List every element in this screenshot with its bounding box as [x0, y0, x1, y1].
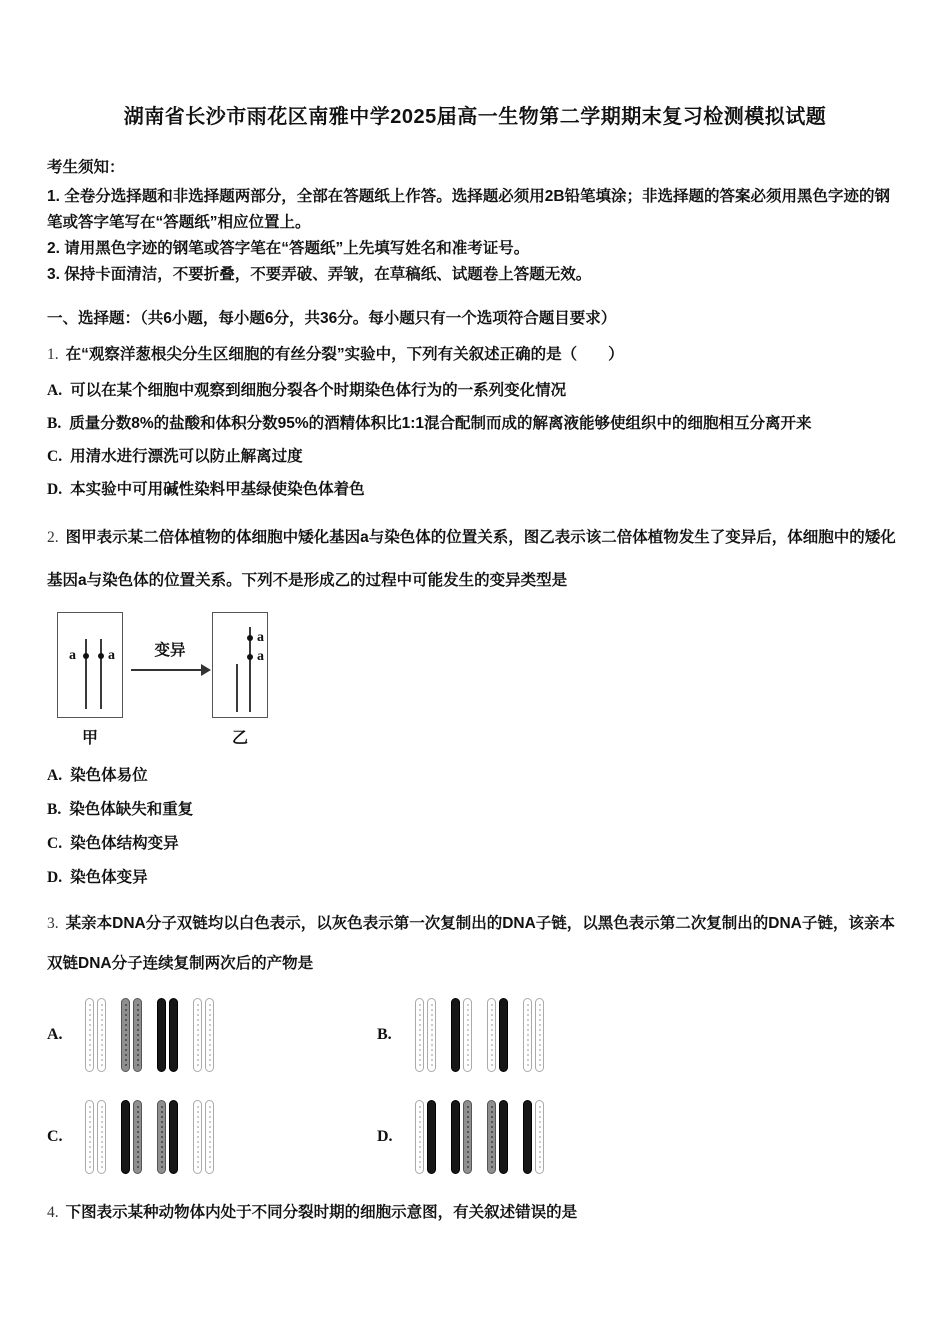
- question-2-option-a: [47, 766, 903, 786]
- option-label: D.: [47, 481, 63, 498]
- dna-strand-white: [523, 998, 532, 1072]
- dna-strand-white: [427, 998, 436, 1072]
- question-1-option-d: [47, 480, 903, 500]
- dna-strand-white: [415, 998, 424, 1072]
- question-3-text: 某亲本DNA分子双链均以白色表示，以灰色表示第一次复制出的DNA子链，以黑色表示第二次复制出的DNA子链，该亲本双链DNA分子连续复制两次后的产物是: [47, 915, 895, 972]
- notice-item-3: 3. 保持卡面清洁，不要折叠，不要弄破、弄皱，在草稿纸、试题卷上答题无效。: [47, 266, 592, 283]
- dna-strand-white: [205, 1100, 214, 1174]
- dna-strand-white: [85, 1100, 94, 1174]
- dna-molecules-b: [415, 998, 544, 1072]
- dna-strand-gray: [487, 1100, 496, 1174]
- option-text: 质量分数8%的盐酸和体积分数95%的酒精体积比1:1混合配制而成的解离液能够使组织中的细胞相互分离开来: [69, 415, 812, 432]
- option-label: D.: [47, 869, 63, 886]
- dna-strand-white: [463, 998, 472, 1072]
- chromosome-variation-figure: [47, 612, 903, 752]
- question-4: [47, 1200, 903, 1226]
- option-label: B.: [377, 1026, 392, 1043]
- dna-molecule: [157, 1100, 178, 1174]
- question-3: [47, 904, 903, 1174]
- option-label: A.: [47, 382, 63, 399]
- option-label: C.: [47, 835, 63, 852]
- dna-options-figure: [47, 998, 903, 1174]
- dna-molecule: [157, 998, 178, 1072]
- figure-box-jia: [57, 612, 123, 718]
- dna-strand-gray: [133, 998, 142, 1072]
- dna-strand-gray: [133, 1100, 142, 1174]
- question-2-option-c: [47, 834, 903, 854]
- question-4-stem: [47, 1200, 903, 1226]
- question-4-text: 下图表示某种动物体内处于不同分裂时期的细胞示意图，有关叙述错误的是: [65, 1204, 578, 1221]
- page-title: 湖南省长沙市雨花区南雅中学2025届高一生物第二学期期末复习检测模拟试题: [123, 106, 827, 128]
- dna-molecule: [85, 1100, 106, 1174]
- dna-strand-gray: [463, 1100, 472, 1174]
- figure-caption-yi: 乙: [231, 730, 248, 747]
- gene-a-dot: [247, 635, 253, 641]
- option-label: C.: [47, 448, 63, 465]
- dna-strand-gray: [157, 1100, 166, 1174]
- option-text: 染色体结构变异: [70, 835, 179, 852]
- dna-strand-black: [451, 998, 460, 1072]
- gene-a-dot: [98, 653, 104, 659]
- chromosome-line: [100, 639, 102, 709]
- notice-heading: 考生须知：: [47, 159, 125, 176]
- dna-strand-black: [523, 1100, 532, 1174]
- question-2-option-d: [47, 868, 903, 888]
- question-2-number: 2.: [47, 529, 59, 546]
- option-label: B.: [47, 801, 62, 818]
- option-text: 用清水进行漂洗可以防止解离过度: [70, 448, 303, 465]
- dna-molecule: [415, 998, 436, 1072]
- dna-strand-white: [535, 1100, 544, 1174]
- dna-strand-white: [415, 1100, 424, 1174]
- question-2-text: 图甲表示某二倍体植物的体细胞中矮化基因a与染色体的位置关系，图乙表示该二倍体植物发生了变异后，体细胞中的矮化基因a与染色体的位置关系。下列不是形成乙的过程中可能发生的变异类型是: [47, 529, 896, 589]
- question-1-option-c: [47, 447, 903, 467]
- option-label: D.: [377, 1128, 393, 1145]
- notice-item-1: 1. 全卷分选择题和非选择题两部分，全部在答题纸上作答。选择题必须用2B铅笔填涂；非选择题的答案必须用黑色字迹的钢笔或答字笔写在“答题纸”相应位置上。: [47, 188, 891, 231]
- option-label: A.: [47, 767, 63, 784]
- dna-molecule: [451, 998, 472, 1072]
- dna-strand-black: [499, 998, 508, 1072]
- dna-strand-white: [535, 998, 544, 1072]
- option-text: 可以在某个细胞中观察到细胞分裂各个时期染色体行为的一系列变化情况: [70, 382, 567, 399]
- dna-strand-white: [97, 998, 106, 1072]
- dna-strand-gray: [121, 998, 130, 1072]
- dna-strand-black: [499, 1100, 508, 1174]
- question-1-option-b: [47, 414, 903, 434]
- dna-strand-black: [121, 1100, 130, 1174]
- question-2-option-b: [47, 800, 903, 820]
- chromosome-line: [236, 664, 238, 712]
- notice-item-2: 2. 请用黑色字迹的钢笔或答字笔在“答题纸”上先填写姓名和准考证号。: [47, 240, 530, 257]
- dna-strand-black: [169, 998, 178, 1072]
- dna-option-b: [377, 998, 903, 1072]
- question-1-text: 在“观察洋葱根尖分生区细胞的有丝分裂”实验中，下列有关叙述正确的是（ ）: [65, 346, 624, 363]
- chromosome-line: [85, 639, 87, 709]
- gene-a-label: a: [69, 648, 76, 663]
- dna-strand-white: [205, 998, 214, 1072]
- option-label: A.: [47, 1026, 63, 1043]
- dna-strand-white: [85, 998, 94, 1072]
- section-1-heading: 一、选择题：（共6小题，每小题6分，共36分。每小题只有一个选项符合题目要求）: [47, 310, 617, 327]
- question-3-number: 3.: [47, 915, 59, 932]
- dna-strand-white: [97, 1100, 106, 1174]
- dna-molecules-d: [415, 1100, 544, 1174]
- question-1-option-a: [47, 381, 903, 401]
- dna-molecule: [451, 1100, 472, 1174]
- dna-molecule: [523, 1100, 544, 1174]
- dna-molecule: [487, 998, 508, 1072]
- dna-strand-white: [487, 998, 496, 1072]
- gene-a-label: a: [108, 648, 115, 663]
- dna-molecule: [121, 1100, 142, 1174]
- gene-a-dot: [247, 654, 253, 660]
- dna-molecule: [121, 998, 142, 1072]
- dna-option-c: [47, 1100, 377, 1174]
- gene-a-label: a: [257, 649, 264, 664]
- dna-molecule: [193, 998, 214, 1072]
- question-1-number: 1.: [47, 346, 59, 363]
- question-4-number: 4.: [47, 1204, 59, 1221]
- option-text: 染色体变异: [70, 869, 148, 886]
- option-text: 本实验中可用碱性染料甲基绿使染色体着色: [70, 481, 365, 498]
- dna-strand-black: [157, 998, 166, 1072]
- notice-section: [47, 155, 903, 288]
- dna-option-a: [47, 998, 377, 1072]
- dna-strand-white: [193, 998, 202, 1072]
- question-1: [47, 342, 903, 500]
- question-2: [47, 516, 903, 888]
- dna-strand-black: [169, 1100, 178, 1174]
- question-2-stem: [47, 516, 903, 602]
- dna-molecule: [523, 998, 544, 1072]
- variation-arrow-label: 变异: [154, 642, 186, 659]
- option-label: B.: [47, 415, 62, 432]
- variation-arrow: [131, 669, 203, 671]
- dna-molecule: [85, 998, 106, 1072]
- dna-molecules-c: [85, 1100, 214, 1174]
- option-label: C.: [47, 1128, 63, 1145]
- dna-option-d: [377, 1100, 903, 1174]
- question-1-stem: [47, 342, 903, 368]
- dna-molecules-a: [85, 998, 214, 1072]
- question-3-stem: [47, 904, 903, 984]
- option-text: 染色体易位: [70, 767, 148, 784]
- gene-a-label: a: [257, 630, 264, 645]
- dna-molecule: [193, 1100, 214, 1174]
- figure-caption-jia: 甲: [81, 730, 98, 747]
- dna-molecule: [487, 1100, 508, 1174]
- gene-a-dot: [83, 653, 89, 659]
- dna-strand-black: [427, 1100, 436, 1174]
- figure-box-yi: [212, 612, 268, 718]
- dna-molecule: [415, 1100, 436, 1174]
- dna-strand-black: [451, 1100, 460, 1174]
- variation-arrow-head: [201, 664, 211, 676]
- option-text: 染色体缺失和重复: [69, 801, 194, 818]
- dna-strand-white: [193, 1100, 202, 1174]
